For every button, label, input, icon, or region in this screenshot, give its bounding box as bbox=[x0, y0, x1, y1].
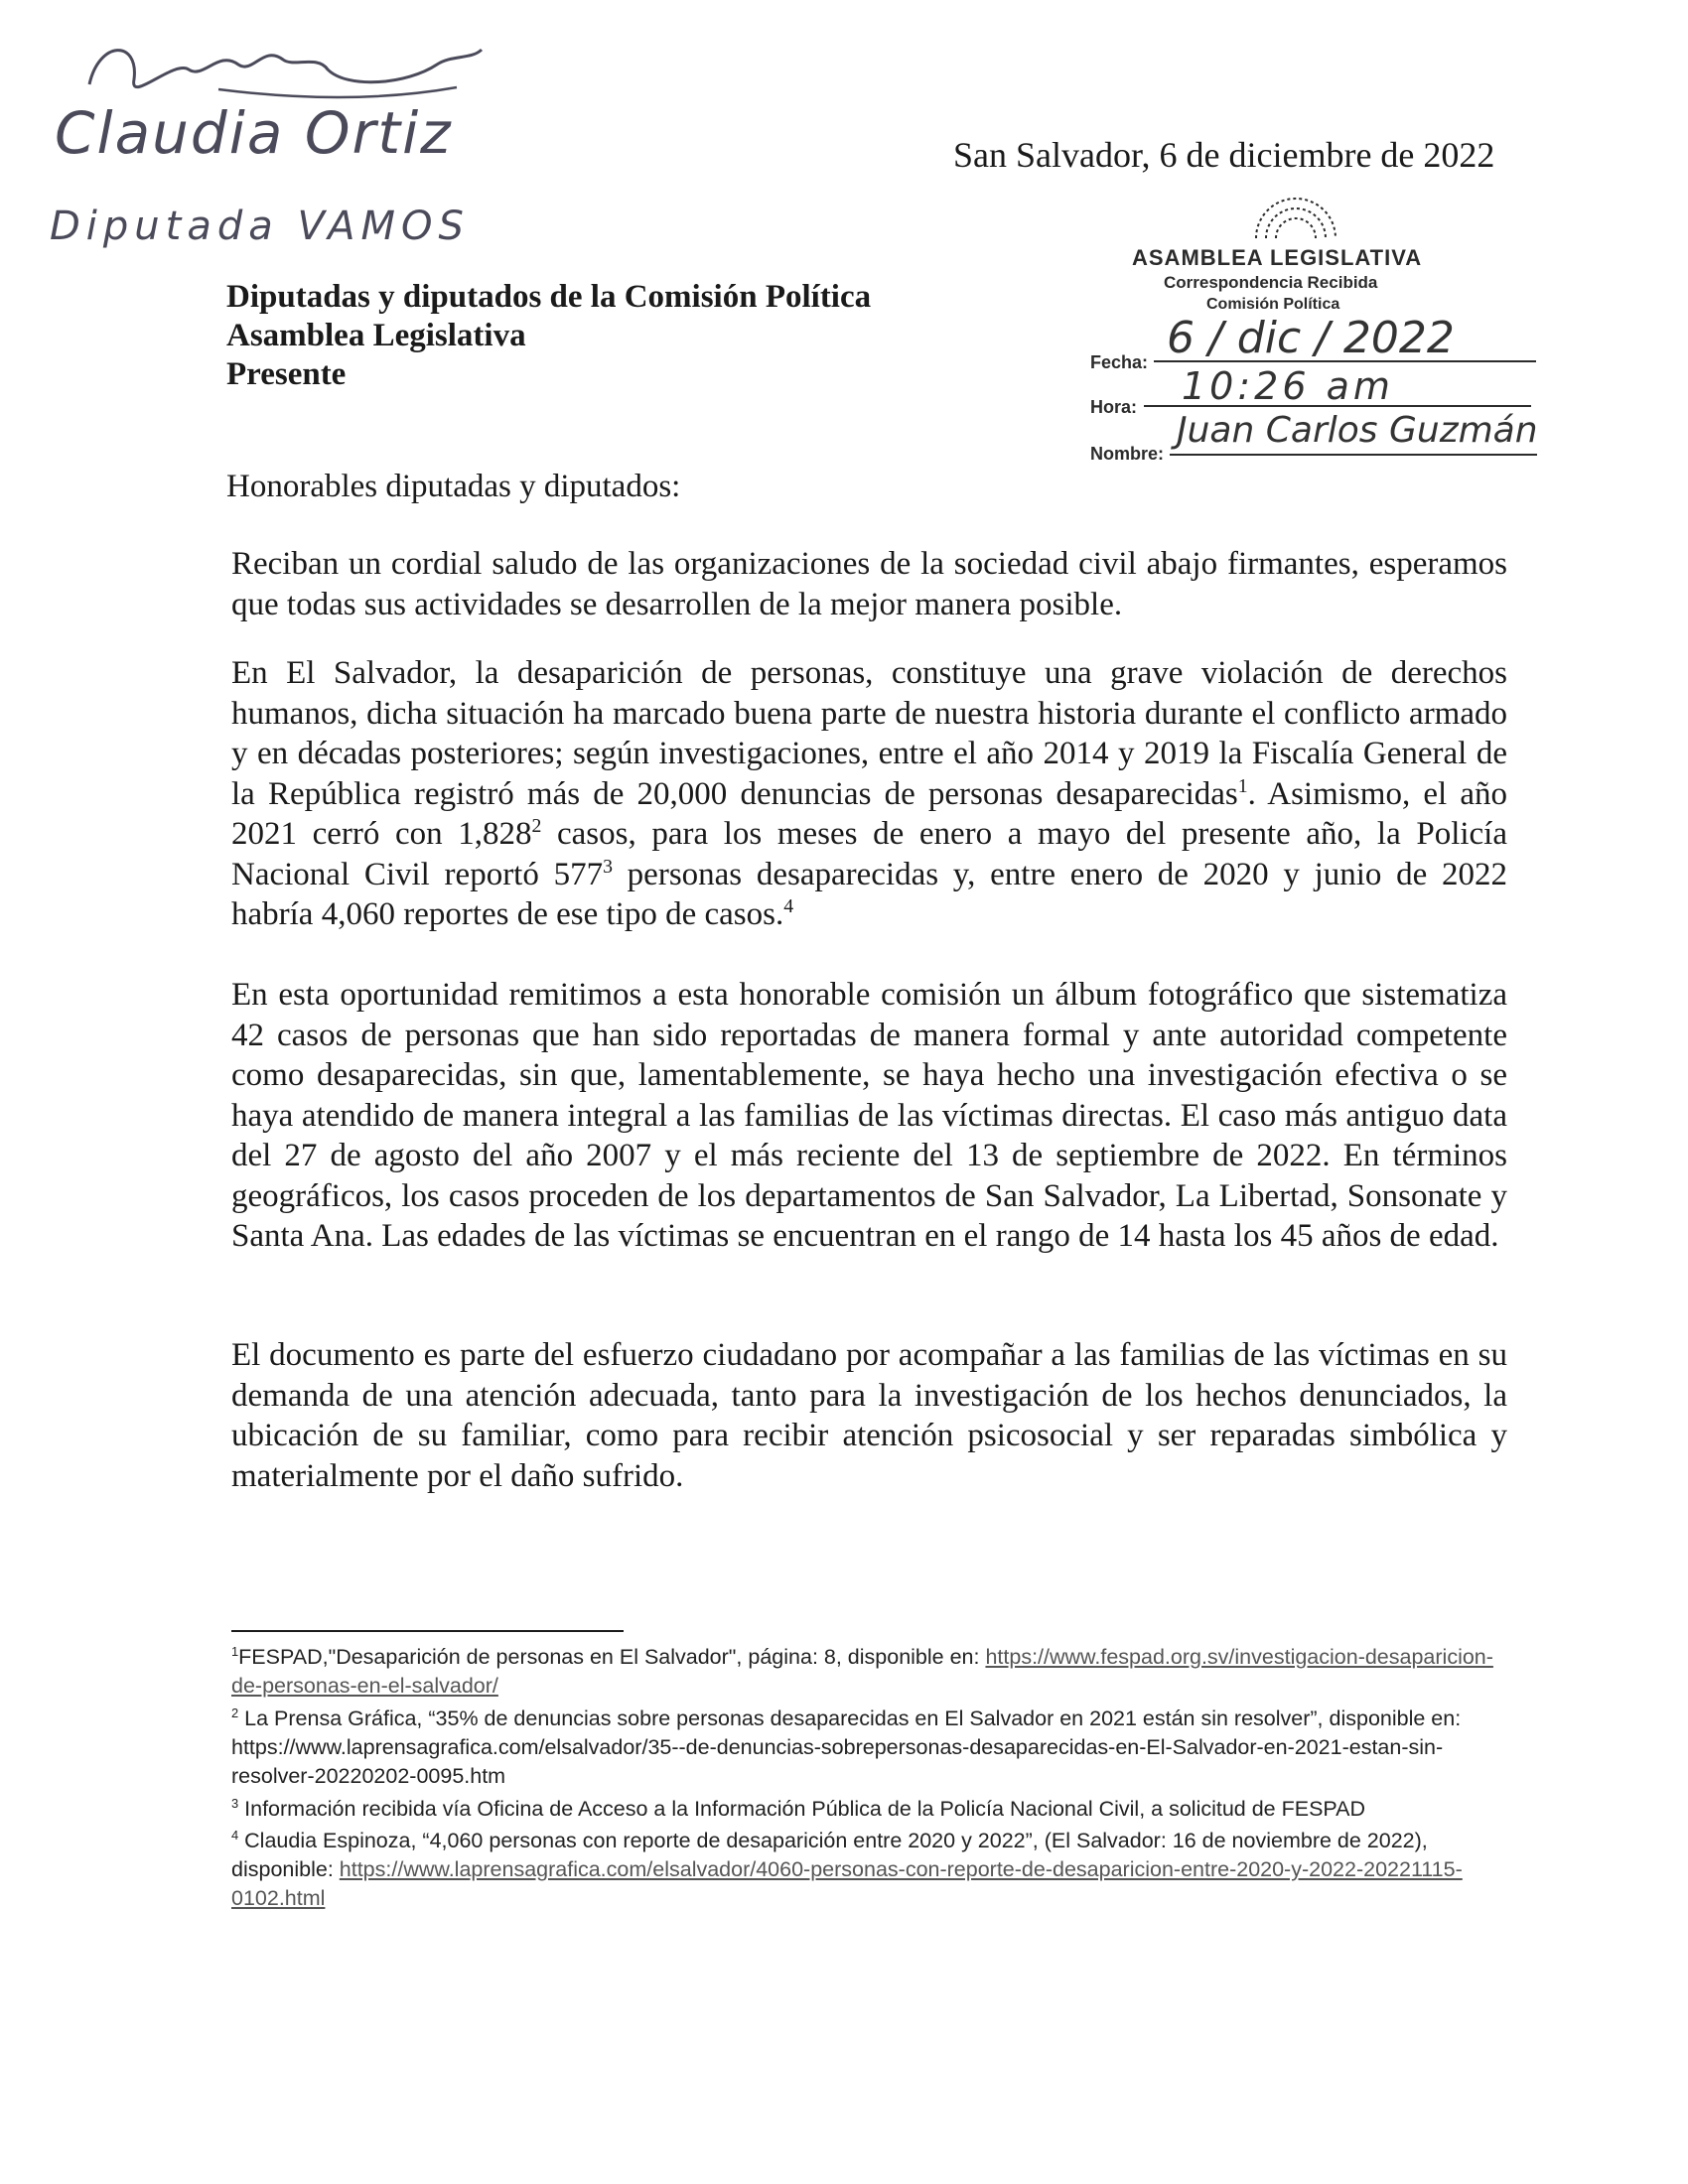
assembly-emblem-icon bbox=[1241, 194, 1350, 243]
stamp-hora-label: Hora: bbox=[1090, 397, 1138, 417]
handwritten-signature bbox=[79, 30, 496, 109]
footnote-ref: 4 bbox=[783, 895, 794, 917]
stamp-nombre-value: Juan Carlos Guzmán bbox=[1177, 410, 1538, 451]
footnote bbox=[231, 1827, 1512, 1913]
body-paragraph: Reciban un cordial saludo de las organizaciones de la sociedad civil abajo firmantes, esperamos que todas sus actividades se desarrollen de la mejor manera posible. bbox=[231, 546, 1507, 622]
footnote bbox=[231, 1795, 1512, 1824]
stamp-fecha-label: Fecha: bbox=[1090, 352, 1149, 372]
addressee-block bbox=[226, 278, 871, 394]
paragraph-text: casos, para los meses de enero a mayo del presente año, la Policía Nacional Civil reportó 577 bbox=[231, 816, 1507, 892]
place-date: San Salvador, 6 de diciembre de 2022 bbox=[953, 135, 1495, 175]
footnote-text: Información recibida vía Oficina de Acceso a la Información Pública de la Policía Nacional Civil, a solicitud de FESPAD bbox=[238, 1797, 1366, 1821]
footnote-ref: 2 bbox=[531, 815, 542, 837]
footnote-number: 2 bbox=[231, 1705, 239, 1720]
stamp-nombre-line bbox=[1170, 454, 1537, 456]
footnote-ref: 3 bbox=[603, 855, 613, 878]
salutation: Honorables diputadas y diputados: bbox=[226, 469, 681, 504]
handwritten-role: Diputada VAMOS bbox=[50, 204, 470, 249]
footnote-separator bbox=[231, 1630, 624, 1632]
addressee-line: Diputadas y diputados de la Comisión Política bbox=[226, 279, 872, 315]
footnote-link[interactable]: https://www.fespad.org.sv/investigacion-desaparicion-de-personas-en-el-salvador/ bbox=[231, 1645, 1493, 1698]
paragraph-text: En El Salvador, la desaparición de personas, constituye una grave violación de derechos humanos, dicha situación ha marcado buena parte de nuestra historia durante el conflicto armado y en décadas posteriores; según investigaciones, entre el año 2014 y 2019 la Fiscalía General de la República registró más de 20,000 denuncias de personas desaparecidas bbox=[231, 655, 1507, 812]
footnote-ref: 1 bbox=[1237, 774, 1248, 797]
reception-stamp bbox=[1072, 194, 1628, 481]
stamp-commission: Comisión Política bbox=[1206, 296, 1340, 313]
stamp-subtitle: Correspondencia Recibida bbox=[1164, 273, 1378, 292]
addressee-line: Presente bbox=[226, 356, 347, 392]
footnote bbox=[231, 1705, 1512, 1791]
body-paragraph bbox=[231, 653, 1507, 935]
footnote-text: FESPAD,"Desaparición de personas en El Salvador", página: 8, disponible en: bbox=[238, 1645, 986, 1669]
addressee-line: Asamblea Legislativa bbox=[226, 318, 526, 353]
stamp-fecha-value: 6 / dic / 2022 bbox=[1167, 313, 1455, 363]
footnote bbox=[231, 1643, 1512, 1701]
footnote-number: 3 bbox=[231, 1795, 239, 1811]
footnote-number: 1 bbox=[231, 1643, 239, 1659]
body-paragraph: En esta oportunidad remitimos a esta honorable comisión un álbum fotográfico que sistematiza 42 casos de personas que han sido reportadas de manera formal y ante autoridad competente como desaparecidas, sin que, lamentablemente, se haya hecho una investigación efectiva o se haya atendido de manera integral a las familias de las víctimas directas. El caso más antiguo data del 27 de agosto del año 2007 y el más reciente del 13 de septiembre de 2022. En términos geográficos, los casos proceden de los departamentos de San Salvador, La Libertad, Sonsonate y Santa Ana. Las edades de las víctimas se encuentran en el rango de 14 hasta los 45 años de edad. bbox=[231, 977, 1507, 1254]
footnote-text: Claudia Espinoza, “4,060 personas con reporte de desaparición entre 2020 y 2022”, (El Salvador: 16 de noviembre de 2022), disponible: bbox=[231, 1829, 1428, 1881]
body-paragraph: El documento es parte del esfuerzo ciudadano por acompañar a las familias de las víctimas en su demanda de una atención adecuada, tanto para la investigación de los hechos denunciados, la ubicación de su familiar, como para recibir atención psicosocial y ser reparadas simbólica y materialmente por el daño sufrido. bbox=[231, 1337, 1507, 1494]
footnote-link[interactable]: https://www.laprensagrafica.com/elsalvador/4060-personas-con-reporte-de-desaparicion-entre-2020-y-2022-20221115-0102.html bbox=[231, 1857, 1463, 1910]
stamp-organization: ASAMBLEA LEGISLATIVA bbox=[1132, 245, 1423, 270]
paragraph-text: personas desaparecidas y, entre enero de 2020 y junio de 2022 habría 4,060 reportes de ese tipo de casos. bbox=[231, 856, 1508, 932]
footnote-text: La Prensa Gráfica, “35% de denuncias sobre personas desaparecidas en El Salvador en 2021 están sin resolver”, disponible en: https://www.laprensagrafica.com/elsalvador/35--de-denuncias-sobrepersonas-desaparecidas-en-El-Salvador-en-2021-estan-sin-resolver-20220202-0095.htm bbox=[231, 1706, 1462, 1788]
paragraph-text: . Asimismo, el año 2021 cerró con 1,828 bbox=[231, 775, 1507, 852]
stamp-hora-value: 10:26 am bbox=[1182, 364, 1394, 408]
stamp-nombre-label: Nombre: bbox=[1090, 444, 1165, 464]
handwritten-name: Claudia Ortiz bbox=[55, 99, 453, 167]
footnote-number: 4 bbox=[231, 1827, 239, 1843]
